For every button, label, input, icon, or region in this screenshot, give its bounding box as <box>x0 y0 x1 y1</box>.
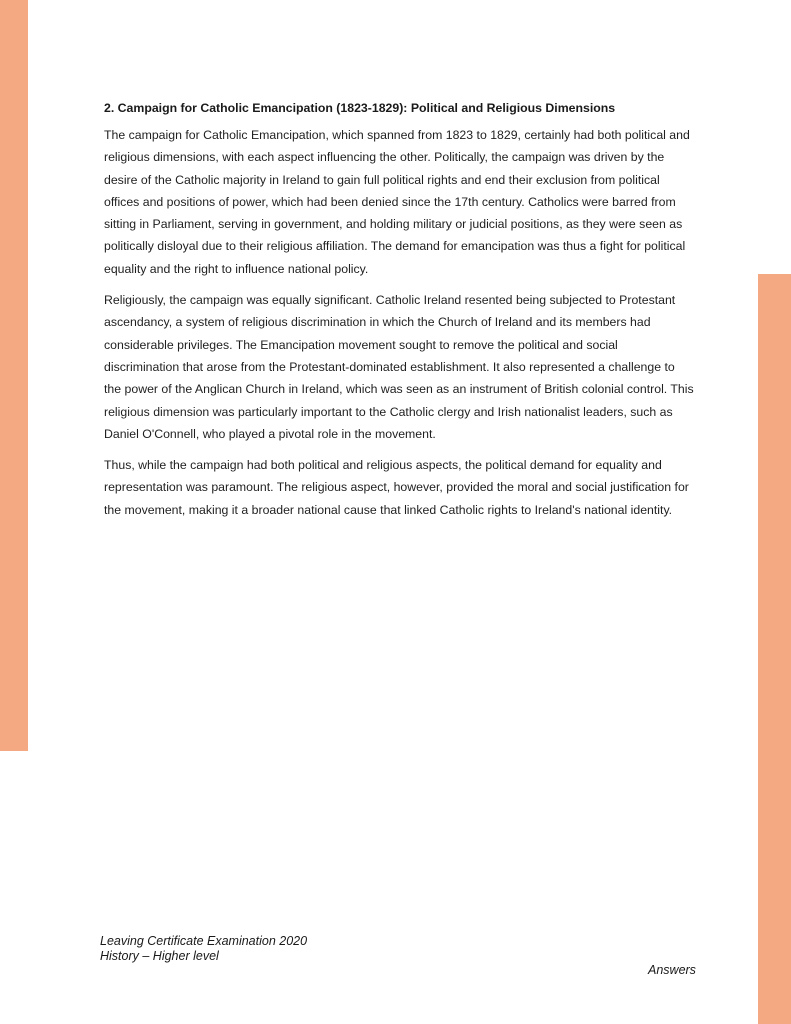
footer-exam-info <box>100 934 307 964</box>
left-accent-bar <box>0 0 28 751</box>
right-accent-bar <box>758 274 791 1024</box>
answer-content <box>104 99 694 530</box>
paragraph-political: The campaign for Catholic Emancipation, which spanned from 1823 to 1829, certainly had both political and religious dimensions, with each aspect influencing the other. Politically, the campaign was driven by the desire of the Catholic majority in Ireland to gain full political rights and end their exclusion from political offices and positions of power, which had been denied since the 17th century. Catholics were barred from sitting in Parliament, serving in government, and holding military or judicial positions, as they were seen as politically disloyal due to their religious affiliation. The demand for emancipation was thus a fight for political equality and the right to influence national policy. <box>104 128 690 276</box>
paragraph-religious: Religiously, the campaign was equally significant. Catholic Ireland resented being subjected to Protestant ascendancy, a system of religious discrimination in which the Church of Ireland and its members had considerable privileges. The Emancipation movement sought to remove the political and social discrimination that arose from the Protestant-dominated establishment. It also represented a challenge to the power of the Anglican Church in Ireland, which was seen as an instrument of British colonial control. This religious dimension was particularly important to the Catholic clergy and Irish nationalist leaders, such as Daniel O'Connell, who played a pivotal role in the movement. <box>104 293 694 441</box>
footer-answers-label: Answers <box>648 963 696 977</box>
footer-exam-level: History – Higher level <box>100 949 219 963</box>
paragraph-conclusion: Thus, while the campaign had both political and religious aspects, the political demand for equality and representation was paramount. The religious aspect, however, provided the moral and social justification for the movement, making it a broader national cause that linked Catholic rights to Ireland's national identity. <box>104 458 689 517</box>
section-heading: 2. Campaign for Catholic Emancipation (1823-1829): Political and Religious Dimensions <box>104 101 616 115</box>
footer-exam-title: Leaving Certificate Examination 2020 <box>100 934 308 948</box>
